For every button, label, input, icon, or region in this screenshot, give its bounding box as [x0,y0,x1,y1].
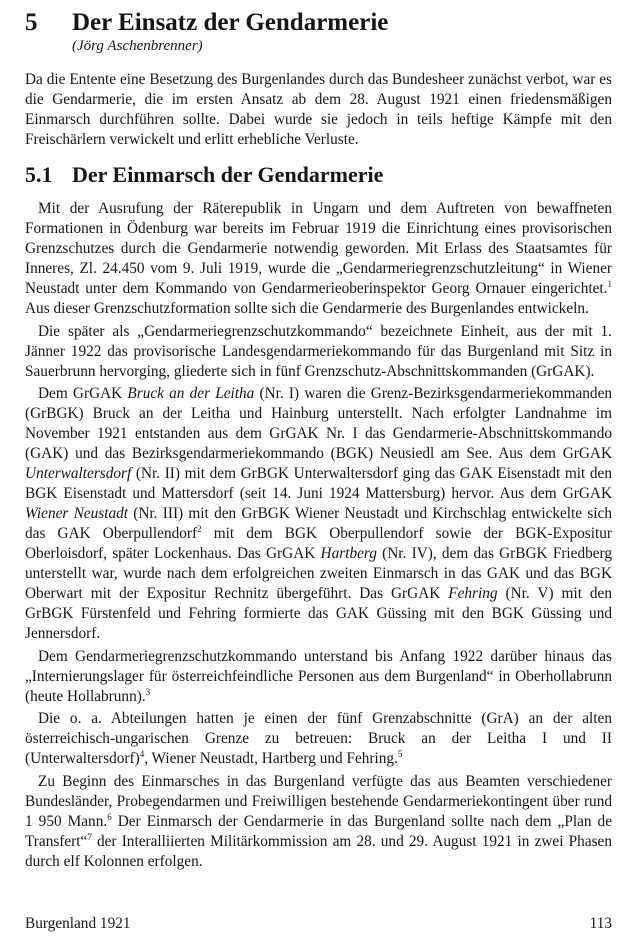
paragraph-6 [25,772,612,872]
section-number: 5.1 [25,162,53,187]
paragraph-text: Der Einmarsch der Gendarmerie in das Burgenland sollte nach dem „Plan de Transfert“ [25,812,612,850]
paragraph-4 [25,647,612,707]
place-name: Fehring [448,585,498,602]
footnote-ref[interactable]: 3 [145,686,151,697]
chapter-title: Der Einsatz der Gendarmerie [72,9,389,36]
paragraph-text: Mit der Ausrufung der Räterepublik in Ungarn und dem Auftreten von bewaffneten Formationen in Ödenburg war bereits im Februar 1919 die Einrichtung eines provisorischen Grenzschutzes durch die Gendarmerie notwendig geworden. Mit Erlass des Staatsamtes für Inneres, Zl. 24.450 vom 9. Juli 1919, wurde die „Gendarmeriegrenzschutzleitung“ in Wiener Neustadt unter dem Kommando von Gendarmerieoberinspektor Georg Ornauer eingerichtet. [25,200,612,297]
page-number: 113 [589,915,612,932]
chapter-author: (Jörg Aschenbrenner) [72,38,203,54]
place-name: Wiener Neustadt [25,505,128,522]
paragraph-text: mit dem BGK Oberpullendorf sowie der BGK-Expositur Oberloisdorf, später Lockenhaus. Das GrGAK [25,525,612,562]
intro-paragraph: Da die Entente eine Besetzung des Burgenlandes durch das Bundesheer zunächst verbot, war es die Gendarmerie, die im ersten Ansatz ab dem 28. August 1921 einen friedensmäßigen Einmarsch durchführen sollte. Dabei wurde sie jedoch in teils heftige Kämpfe mit den Freischärlern verwickelt und erlitt erhebliche Verluste. [25,71,612,148]
section-title: Der Einmarsch der Gendarmerie [72,162,384,187]
paragraph-text: der Interalliierten Militärkommission am 28. und 29. August 1921 in zwei Phasen durch elf Kolonnen erfolgen. [25,832,612,870]
place-name: Unterwaltersdorf [25,465,132,482]
paragraph-3 [25,384,612,644]
paragraph-text: (Nr. I) waren die Grenz-Bezirksgendarmeriekommanden (GrBGK) Bruck an der Leitha und Hainburg unterstellt. Nach erfolgter Landnahme im November 1921 entstanden aus dem GrGAK Nr. I das Gendarmerie-Abschnittskommando (GAK) und das Bezirksgendarmeriekommando (BGK) Neusiedl am See. Aus dem GrGAK [25,385,613,462]
place-name: Hartberg [320,545,377,562]
place-name: Bruck an der Leitha [127,385,255,402]
paragraph-text: , Wiener Neustadt, Hartberg und Fehring. [144,750,398,767]
footnote-ref[interactable]: 5 [397,749,403,759]
section-body [25,199,612,874]
paragraph-text: Zu Beginn des Einmarsches in das Burgenland verfügte das aus Beamten verschiedener Bundesländer, Probegendarmen und Freiwilligen bestehende Gendarmeriekontingent über rund 1 950 Mann. [25,772,612,830]
footnote-ref[interactable]: 4 [139,749,145,759]
chapter-intro [25,70,612,153]
book-title: Burgenland 1921 [25,915,131,932]
footnote-ref[interactable]: 2 [197,524,202,534]
paragraph-text: (Nr. V) mit den GrBGK Fürstenfeld und Fehring formierte das GAK Güssing mit den BGK Güssing und Jennersdorf. [25,585,612,642]
footnote-ref[interactable]: 6 [107,811,112,822]
chapter-number: 5 [25,9,38,36]
paragraph-text: Dem Gendarmeriegrenzschutzkommando unterstand bis Anfang 1922 darüber hinaus das „Internierungslager für österreichfeindliche Personen aus dem Burgenland“ in Oberhollabrunn (heute Hollabrunn). [25,647,612,705]
chapter-heading [25,8,615,38]
paragraph-text: Aus dieser Grenzschutzformation sollte sich die Gendarmerie des Burgenlandes entwickeln. [25,300,589,317]
paragraph-5 [25,709,612,769]
paragraph-text: (Nr. II) mit dem GrBGK Unterwaltersdorf ging das GAK Eisenstadt mit den BGK Eisenstadt und Mattersdorf (seit 14. Juni 1924 Mattersburg) hervor. Aus dem GrGAK [25,465,612,502]
page-footer [25,914,612,934]
paragraph-1 [25,199,612,319]
section-heading [25,161,615,189]
footnote-ref[interactable]: 7 [87,831,92,842]
paragraph-text: Die o. a. Abteilungen hatten je einen der fünf Grenzabschnitte (GrA) an der alten österreichisch-ungarischen Grenze zu betreuen: Bruck an der Leitha I und II (Unterwaltersdorf) [25,710,612,767]
paragraph-text: (Nr. IV), dem das GrBGK Friedberg unterstellt war, wurde nach dem erfolgreichen zweiten Einmarsch in das GAK und das BGK Oberwart mit der Expositur Rechnitz übergeführt. Das GrGAK [25,545,613,602]
paragraph-2: Die später als „Gendarmeriegrenzschutzkommando“ bezeichnete Einheit, aus der mit 1. Jänner 1922 das provisorische Landesgendarmeriekommando für das Burgenland mit Sitz in Sauerbrunn hervorging, gliederte sich in fünf Grenzschutz-Abschnittskommanden (GrGAK). [25,322,612,380]
paragraph-text: Dem GrGAK [38,385,128,402]
footnote-ref[interactable]: 1 [607,279,612,289]
paragraph-text: (Nr. III) mit den GrBGK Wiener Neustadt und Kirchschlag entwickelte sich das GAK Oberpullendorf [25,505,612,542]
